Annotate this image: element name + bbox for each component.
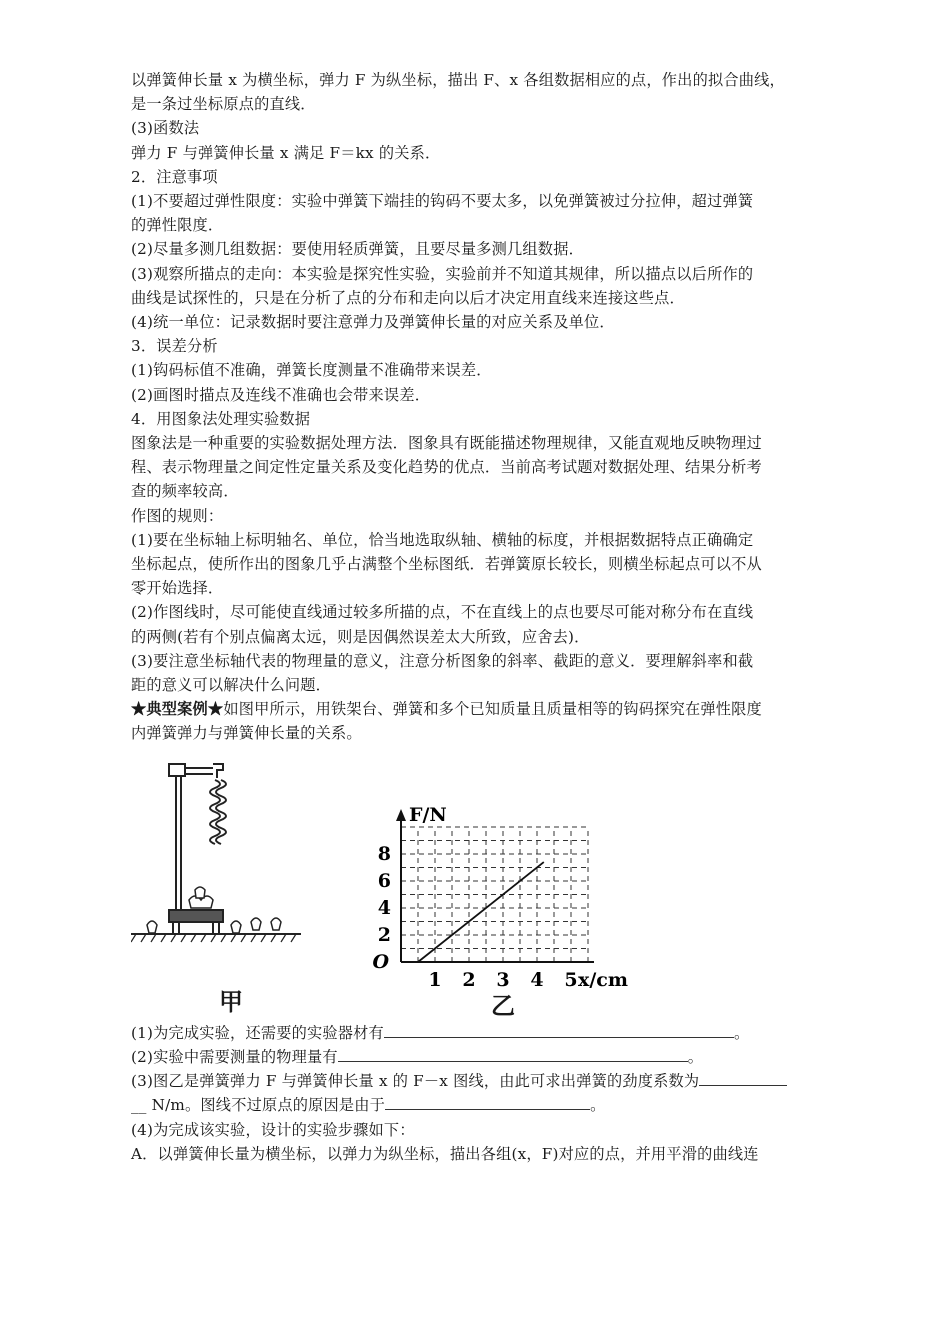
origin-label: O [372, 950, 389, 973]
question-3-prefix: __ [131, 1096, 147, 1115]
x-tick-label: 4 [530, 968, 544, 991]
x-tick-label: 5 [564, 968, 578, 991]
step-a: A．以弹簧伸长量为横坐标，以弹力为纵坐标，描出各组(x，F)对应的点，并用平滑的曲线连 [131, 1144, 759, 1163]
answer-blank-1[interactable] [384, 1022, 734, 1038]
answer-blank-3b[interactable] [385, 1094, 590, 1110]
x-tick-label: 1 [428, 968, 442, 991]
answer-blank-2[interactable] [338, 1046, 688, 1062]
text-line: (3)要注意坐标轴代表的物理量的意义，注意分析图象的斜率、截距的意义．要理解斜率和截 [131, 651, 754, 670]
text-line: 坐标起点，使所作出的图象几乎占满整个坐标图纸．若弹簧原长较长，则横坐标起点可以不从 [131, 555, 762, 574]
question-1-end: 。 [733, 1023, 750, 1042]
text-line: 作图的规则： [131, 506, 224, 525]
x-tick-label: 2 [462, 968, 476, 991]
fit-line [418, 862, 544, 962]
question-2 [131, 1045, 821, 1069]
text-line: (2)尽量多测几组数据：要使用轻质弹簧，且要尽量多测几组数据． [131, 240, 584, 259]
y-tick-label: 6 [377, 869, 391, 892]
text-line: 曲线是试探性的，只是在分析了点的分布和走向以后才决定用直线来连接这些点． [131, 288, 685, 307]
example-line [131, 697, 821, 721]
text-line: 以弹簧伸长量 x 为横坐标，弹力 F 为纵坐标，描出 F、x 各组数据相应的点，作出的拟合曲线， [131, 71, 785, 89]
section-subheading: (3)函数法 [131, 119, 200, 138]
y-axis-label: F/N [409, 803, 447, 826]
figure-area [131, 750, 821, 1020]
y-axis-arrow [396, 809, 406, 821]
text-line: 的两侧(若有个别点偏离太远，则是因偶然误差太大所致，应舍去)． [131, 627, 590, 646]
text-line: 图象法是一种重要的实验数据处理方法．图象具有既能描述物理规律，又能直观地反映物理过 [131, 434, 762, 453]
text-line: (1)不要超过弹性限度：实验中弹簧下端挂的钩码不要太多，以免弹簧被过分拉伸，超过弹簧 [131, 192, 754, 211]
text-line: 零开始选择． [131, 579, 224, 598]
figure-jia-label: 甲 [219, 986, 243, 1016]
x-tick-label: 3 [496, 968, 510, 991]
iron-stand-figure [131, 750, 301, 1000]
question-3b-text: N/m。图线不过原点的原因是由于 [146, 1096, 386, 1115]
text-line: (1)钩码标值不准确，弹簧长度测量不准确带来误差． [131, 361, 492, 380]
example-text: 如图甲所示，用铁架台、弹簧和多个已知质量且质量相等的钩码探究在弹性限度 [223, 700, 762, 719]
text-line: (2)作图线时，尽可能使直线通过较多所描的点，不在直线上的点也要尽可能对称分布在直线 [131, 603, 754, 622]
section-heading: 4．用图象法处理实验数据 [131, 409, 311, 428]
text-line: 查的频率较高． [131, 482, 239, 501]
text-line: (4)统一单位：记录数据时要注意弹力及弹簧伸长量的对应关系及单位． [131, 313, 615, 332]
question-2-text: (2)实验中需要测量的物理量有 [131, 1047, 338, 1066]
text-line: 是一条过坐标原点的直线． [131, 95, 316, 114]
text-line: 的弹性限度． [131, 216, 224, 235]
text-line: 弹力 F 与弹簧伸长量 x 满足 F＝kx 的关系． [131, 143, 441, 162]
y-tick-label: 8 [377, 842, 391, 865]
question-4: (4)为完成该实验，设计的实验步骤如下： [131, 1120, 415, 1139]
question-3-end: 。 [590, 1096, 606, 1115]
text-line: (3)观察所描点的走向：本实验是探究性实验，实验前并不知道其规律，所以描点以后所作的 [131, 264, 754, 283]
text-line: (1)要在坐标轴上标明轴名、单位，恰当地选取纵轴、横轴的标度，并根据数据特点正确确定 [131, 530, 754, 549]
x-axis-label: x/cm [578, 968, 628, 991]
question-3-text: (3)图乙是弹簧弹力 F 与弹簧伸长量 x 的 F－x 图线，由此可求出弹簧的劲度系数为 [131, 1072, 700, 1091]
section-heading: 3．误差分析 [131, 337, 218, 356]
document-page [131, 68, 821, 1166]
question-1 [131, 1021, 821, 1045]
question-3a [131, 1069, 821, 1093]
question-1-text: (1)为完成实验，还需要的实验器材有 [131, 1023, 384, 1042]
answer-blank-3a[interactable] [699, 1070, 787, 1086]
y-tick-label: 2 [377, 923, 391, 946]
y-tick-label: 4 [377, 896, 391, 919]
text-line: (2)画图时描点及连线不准确也会带来误差． [131, 385, 431, 404]
text-line: 内弹簧弹力与弹簧伸长量的关系。 [131, 724, 362, 743]
section-heading: 2．注意事项 [131, 167, 218, 186]
text-line: 距的意义可以解决什么问题． [131, 676, 332, 695]
question-2-end: 。 [687, 1047, 704, 1066]
fx-chart [371, 750, 631, 1015]
figure-yi-label: 乙 [491, 990, 515, 1020]
example-tag: ★典型案例★ [131, 700, 224, 719]
question-3b [131, 1093, 821, 1117]
text-line: 程、表示物理量之间定性定量关系及变化趋势的优点．当前高考试题对数据处理、结果分析考 [131, 458, 762, 477]
